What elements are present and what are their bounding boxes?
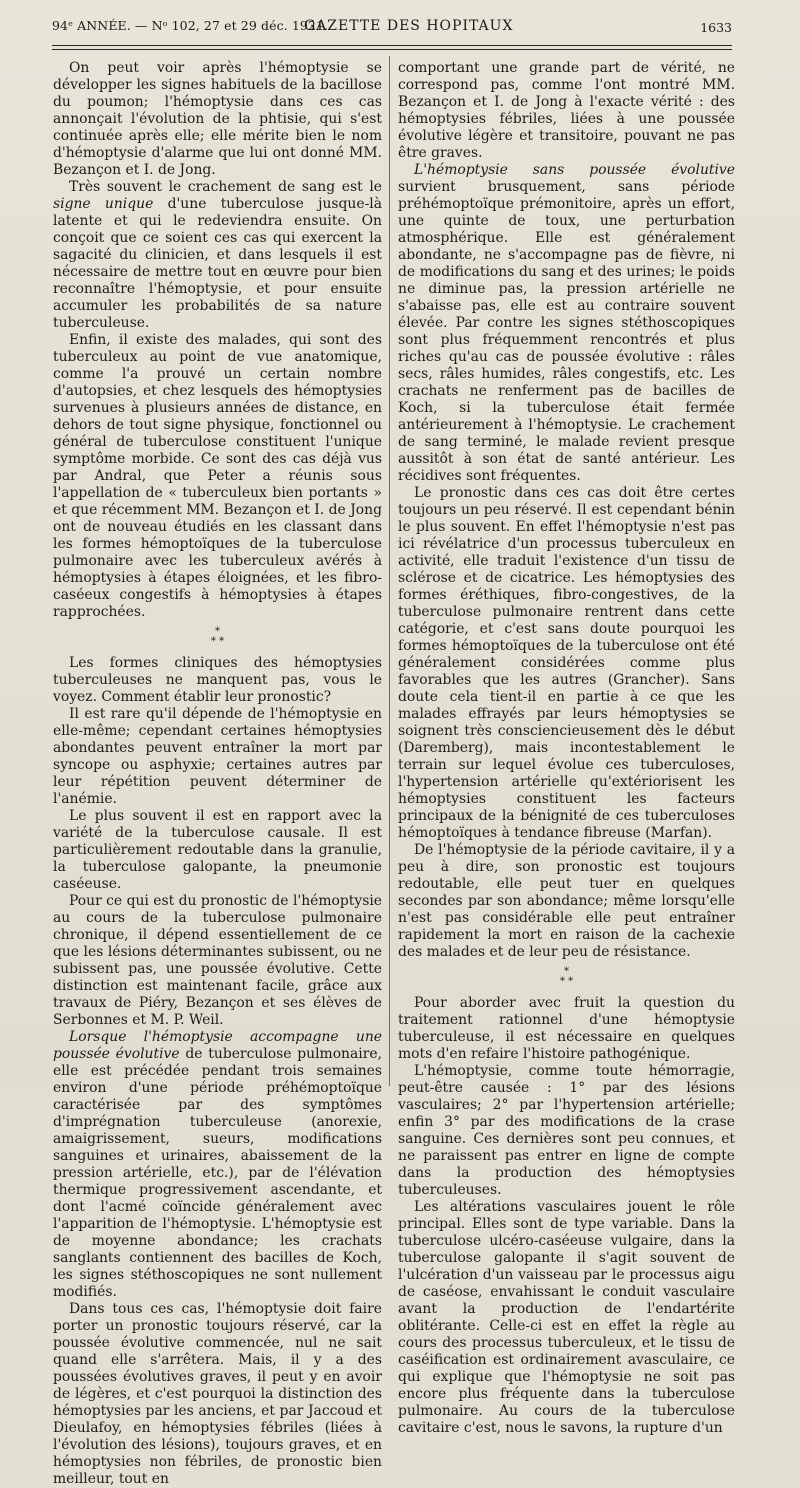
header-rule-thin [52, 49, 732, 50]
paragraph: L'hémoptysie, comme toute hémorragie, peut-être causée : 1° par des lésions vasculaires; 2° par l'hypertension artérielle; enfin 3° par des modifications de la crase sanguine. Ces dernières sont peu connues, et ne paraissent pas entrer en ligne de compte dans la production des hémoptysies tuberculeuses. [398, 1063, 735, 1198]
section-stars: * * * [210, 626, 225, 647]
paragraph: Dans tous ces cas, l'hémoptysie doit faire porter un pronostic toujours réservé, car la poussée évolutive commencée, nul ne sait quand elle s'arrêtera. Mais, il y a des poussées évolutives graves, il peut y en avoir de légères, et c'est pourquoi la distinction des hémoptysies par les anciens, et par Jaccoud et Dieulafoy, en hémoptysies fébriles (liées à l'évolution des lésions), toujours graves, et en hémoptysies non fébriles, de pronostic bien meilleur, tout en [53, 1301, 382, 1487]
paragraph: Le pronostic dans ces cas doit être certes toujours un peu réservé. Il est cependant bénin le plus souvent. En effet l'hémoptysie n'est pas ici révélatrice d'un processus tuberculeux en activité, elle traduit l'existence d'un tissu de sclérose et de cicatrice. Les hémoptysies des formes éréthiques, fibro-congestives, de la tuberculose pulmonaire rentrent dans cette catégorie, et c'est sans doute pourquoi les formes hémoptoïques de la tuberculose ont été généralement considérées comme plus favorables que les autres (Grancher). Sans doute cela tient-il en partie à ce que les malades effrayés par leurs hémoptysies se soignent très consciencieusement dès le début (Daremberg), mais incontestablement le terrain sur lequel évolue ces tuberculoses, l'hypertension artérielle qu'extériorisent les hémoptysies constituent les facteurs principaux de la bénignité de ces tuberculoses hémoptoïques à tendance fibreuse (Marfan). [398, 485, 735, 841]
paragraph: comportant une grande part de vérité, ne correspond pas, comme l'ont montré MM. Bezançon et I. de Jong à l'exacte vérité : des hémoptysies fébriles, liées à une poussée évolutive légère et transitoire, pouvant ne pas être graves. [398, 60, 735, 161]
paragraph: Les altérations vasculaires jouent le rôle principal. Elles sont de type variable. Dans la tuberculose ulcéro-caséeuse vulgaire, dans la tuberculose galopante il s'agit souvent de l'ulcération d'un vaisseau par le processus aigu de caséose, envahissant le conduit vasculaire avant la production de l'endartérite oblitérante. Celle-ci est en effet la règle au cours des processus tuberculeux, et le tissu de caséification est ordinairement avasculaire, ce qui explique que l'hémoptysie ne soit pas encore plus fréquente dans la tuberculose pulmonaire. Au cours de la tuberculose cavitaire c'est, nous le savons, la rupture d'un [398, 1199, 735, 1436]
page-header [52, 18, 732, 42]
paragraph: Très souvent le crachement de sang est le signe unique d'une tuberculose jusque-là latente et qui le redeviendra ensuite. On conçoit que ce soient ces cas qui exercent la sagacité du clinicien, et dans lesquels il est nécessaire de mettre tout en œuvre pour bien reconnaître l'hémoptysie, et pour ensuite accumuler les probabilités de sa nature tuberculeuse. [53, 179, 382, 331]
page-number: 1633 [700, 20, 732, 35]
issue-line: 94ᵉ ANNÉE. — Nᵒ 102, 27 et 29 déc. 1921. [52, 18, 329, 33]
paragraph: Enfin, il existe des malades, qui sont des tuberculeux au point de vue anatomique, comme l'a prouvé un certain nombre d'autopsies, et chez lesquels des hémoptysies survenues à plusieurs années de distance, en dehors de tout signe physique, fonctionnel ou général de tuberculose constituent l'unique symptôme morbide. Ce sont des cas déjà vus par Andral, que Peter a réunis sous l'appellation de « tuberculeux bien portants » et que récemment MM. Bezançon et I. de Jong ont de nouveau étudiés en les classant dans les formes hémoptoïques de la tuberculose pulmonaire avec les tuberculeux avérés à hémoptysies à étapes éloignées, et les fibro-caséeux congestifs à hémoptysies à étapes rapprochées. [53, 332, 382, 620]
paragraph: Lorsque l'hémoptysie accompagne une poussée évolutive de tuberculose pulmonaire, elle est précédée pendant trois semaines environ d'une période préhémoptoïque caractérisée par des symptômes d'imprégnation tuberculeuse (anorexie, amaigrissement, sueurs, modifications sanguines et urinaires, abaissement de la pression artérielle, etc.), par de l'élévation thermique progressivement ascendante, et dont l'acmé coïncide généralement avec l'apparition de l'hémoptysie. L'hémoptysie est de moyenne abondance; les crachats sanglants contiennent des bacilles de Koch, les signes stéthoscopiques ne sont nullement modifiés. [53, 1029, 383, 1300]
paragraph: Le plus souvent il est en rapport avec la variété de la tuberculose causale. Il est particulièrement redoutable dans la granulie, la tuberculose galopante, la pneumonie caséeuse. [53, 808, 382, 892]
paragraph: De l'hémoptysie de la période cavitaire, il y a peu à dire, son pronostic est toujours redoutable, elle peut tuer en quelques secondes par son abondance; même lorsqu'elle n'est pas considérable elle peut entraîner rapidement la mort en raison de la cachexie des malades et de leur peu de résistance. [398, 842, 735, 960]
paragraph: On peut voir après l'hémoptysie se développer les signes habituels de la bacillose du poumon; l'hémoptysie dans ces cas annonçait l'évolution de la phtisie, qui s'est continuée après elle; elle mérite bien le nom d'hémoptysie d'alarme que lui ont donné MM. Bezançon et I. de Jong. [53, 60, 382, 178]
right-column [398, 60, 735, 1436]
paragraph: L'hémoptysie sans poussée évolutive survient brusquement, sans période préhémoptoïque prémonitoire, après un effort, une quinte de toux, une perturbation atmosphérique. Elle est généralement abondante, ne s'accompagne pas de fièvre, ni de modifications du sang et des urines; le poids ne diminue pas, la pression artérielle ne s'abaisse pas, elle est au contraire souvent élevée. Par contre les signes stéthoscopiques sont plus fréquemment rencontrés et plus riches qu'au cas de poussée évolutive : râles secs, râles humides, râles congestifs, etc. Les crachats ne renferment pas de bacilles de Koch, si la tuberculose était fermée antérieurement à l'hémoptysie. Le crachement de sang terminé, le malade revient presque aussitôt à son état de santé antérieur. Les récidives sont fréquentes. [398, 162, 735, 484]
paragraph: Il est rare qu'il dépende de l'hémoptysie en elle-même; cependant certaines hémoptysies abondantes peuvent entraîner la mort par syncope ou asphyxie; certaines autres par leur répétition peuvent déterminer de l'anémie. [53, 706, 382, 807]
paragraph: Les formes cliniques des hémoptysies tuberculeuses ne manquent pas, vous le voyez. Comment établir leur pronostic? [53, 655, 382, 705]
journal-title: GAZETTE DES HOPITAUX [304, 18, 514, 34]
column-divider [389, 56, 390, 1086]
paragraph: Pour aborder avec fruit la question du traitement rationnel d'une hémoptysie tuberculeuse, il est nécessaire en quelques mots d'en refaire l'histoire pathogénique. [398, 995, 735, 1062]
section-stars: * * * [559, 966, 574, 987]
paragraph: Pour ce qui est du pronostic de l'hémoptysie au cours de la tuberculose pulmonaire chronique, il dépend essentiellement de ce que les lésions déterminantes subissent, ou ne subissent pas, une poussée évolutive. Cette distinction est maintenant facile, grâce aux travaux de Piéry, Bezançon et ses élèves de Serbonnes et M. P. Weil. [53, 893, 383, 1028]
left-column [53, 60, 383, 1487]
header-rule-thick [52, 45, 732, 46]
